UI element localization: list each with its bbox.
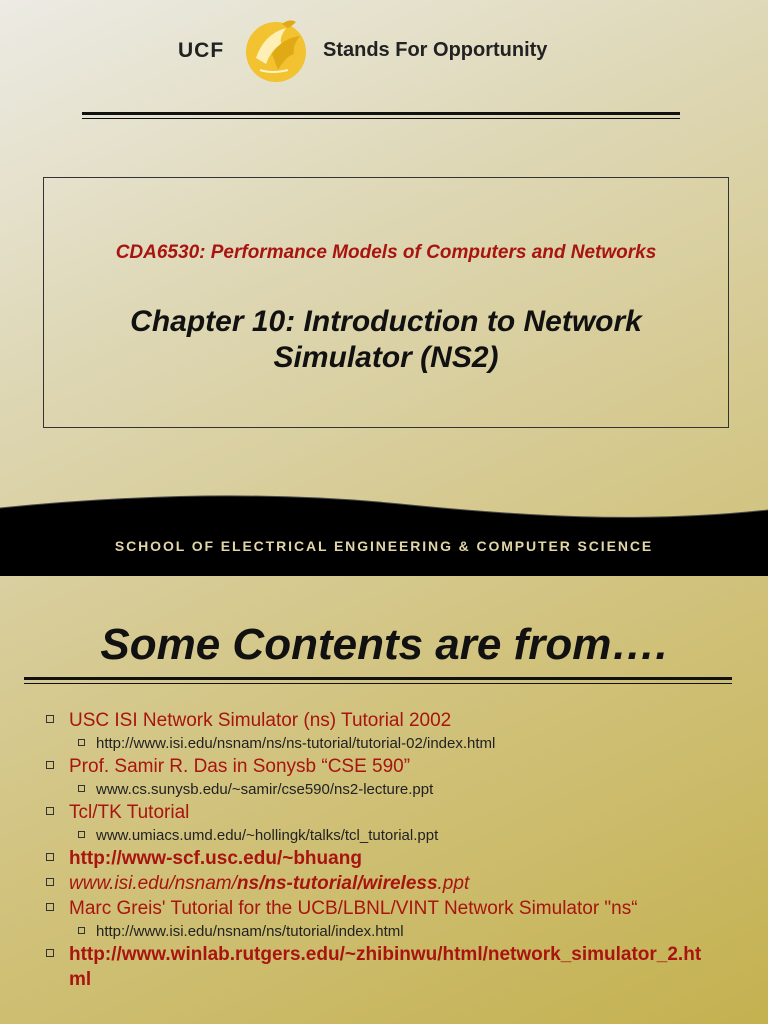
ucf-header	[0, 10, 768, 90]
chapter-title-line2: Simulator (NS2)	[273, 341, 499, 374]
title-box	[43, 177, 729, 428]
banner-text: SCHOOL OF ELECTRICAL ENGINEERING & COMPUTER SCIENCE	[114, 538, 654, 554]
source-link[interactable]	[69, 873, 469, 894]
link-part: .ppt	[437, 873, 470, 894]
item-text: Tcl/TK Tutorial	[69, 802, 190, 823]
list-item	[46, 754, 746, 779]
sub-list-item	[46, 921, 746, 942]
link-part: www.isi.edu/nsnam/	[69, 873, 237, 894]
banner-wave-shape	[0, 488, 768, 576]
square-bullet-icon	[46, 807, 54, 815]
title-rule	[24, 677, 732, 680]
source-url[interactable]: http://www.isi.edu/nsnam/ns/tutorial/index.html	[96, 923, 404, 940]
item-text: Marc Greis' Tutorial for the UCB/LBNL/VINT Network Simulator "ns“	[69, 898, 638, 919]
square-bullet-icon	[46, 761, 54, 769]
sub-list-item	[46, 733, 746, 754]
list-item	[46, 846, 746, 871]
list-item	[46, 708, 746, 733]
link-part-bold: ns/ns-tutorial/wireless	[236, 873, 438, 894]
list-item	[46, 871, 746, 896]
source-link[interactable]	[69, 942, 746, 992]
link-line1: http://www.winlab.rutgers.edu/~zhibinwu/html/network_simulator_2.ht	[69, 944, 702, 965]
ucf-wordmark: UCF	[178, 39, 225, 62]
square-bullet-icon	[46, 715, 54, 723]
link-line2: ml	[69, 969, 92, 990]
ucf-tagline: Stands For Opportunity	[323, 39, 548, 61]
chapter-title-line1: Chapter 10: Introduction to Network	[130, 305, 642, 338]
course-title: CDA6530: Performance Models of Computers and Networks	[115, 242, 657, 263]
chapter-title	[44, 304, 728, 376]
square-bullet-icon	[78, 785, 85, 792]
square-bullet-icon	[78, 831, 85, 838]
item-text: Prof. Samir R. Das in Sonysb “CSE 590”	[69, 756, 411, 777]
header-rule-thin	[82, 118, 680, 119]
list-item	[46, 800, 746, 825]
list-item	[46, 942, 746, 992]
square-bullet-icon	[46, 853, 54, 861]
sub-list-item	[46, 825, 746, 846]
slide-title: Some Contents are from….	[100, 620, 668, 669]
sub-list-item	[46, 779, 746, 800]
square-bullet-icon	[78, 739, 85, 746]
source-url[interactable]: www.cs.sunysb.edu/~samir/cse590/ns2-lecture.ppt	[96, 781, 434, 798]
pegasus-logo-icon	[242, 14, 312, 84]
square-bullet-icon	[46, 903, 54, 911]
square-bullet-icon	[46, 949, 54, 957]
title-rule-thin	[24, 683, 732, 684]
school-banner	[0, 488, 768, 576]
square-bullet-icon	[46, 878, 54, 886]
header-rule	[82, 112, 680, 115]
list-item	[46, 896, 746, 921]
source-url[interactable]: www.umiacs.umd.edu/~hollingk/talks/tcl_tutorial.ppt	[96, 827, 439, 844]
item-text: USC ISI Network Simulator (ns) Tutorial 2002	[69, 710, 452, 731]
source-url[interactable]: http://www.isi.edu/nsnam/ns/ns-tutorial/tutorial-02/index.html	[96, 735, 496, 752]
square-bullet-icon	[78, 927, 85, 934]
source-list	[46, 708, 746, 992]
source-link[interactable]: http://www-scf.usc.edu/~bhuang	[69, 848, 362, 869]
